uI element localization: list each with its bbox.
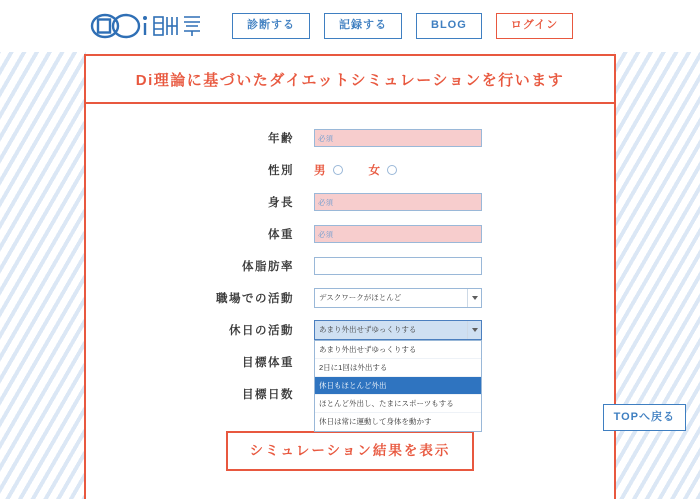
form-row-bodyfat (86, 250, 614, 281)
site-logo[interactable] (88, 11, 204, 41)
form-row-gender (86, 154, 614, 185)
label-target-days: 目標日数 (242, 388, 294, 401)
field-height (314, 192, 482, 212)
submit-area (86, 431, 614, 471)
show-result-label: シミュレーション結果を表示 (249, 443, 451, 458)
holiday-activity-selected-value: あまり外出せずゆっくりする (319, 324, 417, 334)
weight-input[interactable] (314, 225, 482, 243)
field-holiday-activity (314, 320, 482, 426)
gender-option-female[interactable] (369, 162, 398, 178)
field-weight (314, 224, 482, 244)
gender-male-label: 男 (314, 164, 327, 177)
age-input[interactable] (314, 129, 482, 147)
nav-record-label: 記録する (339, 19, 387, 31)
holiday-activity-select[interactable] (314, 320, 482, 340)
logo-icon (88, 11, 204, 41)
field-gender (314, 162, 397, 178)
dropdown-option-1[interactable]: 2日に1回は外出する (315, 359, 481, 377)
radio-male-icon[interactable] (333, 165, 343, 175)
decorative-stripes-left (0, 50, 86, 499)
label-weight: 体重 (268, 228, 294, 241)
back-to-top-label: TOPへ戻る (613, 411, 675, 423)
label-work-activity: 職場での活動 (216, 292, 294, 305)
back-to-top-button[interactable] (603, 404, 686, 431)
panel-title-bar (86, 56, 614, 104)
form-row-weight (86, 218, 614, 249)
nav-login[interactable] (496, 13, 573, 39)
nav-diagnose[interactable] (232, 13, 310, 39)
radio-female-icon[interactable] (387, 165, 397, 175)
form-row-age (86, 122, 614, 153)
field-work-activity (314, 288, 482, 308)
work-activity-select[interactable] (314, 288, 482, 308)
gender-option-male[interactable] (314, 162, 343, 178)
bodyfat-input[interactable] (314, 257, 482, 275)
label-height: 身長 (268, 196, 294, 209)
nav-blog[interactable] (416, 13, 482, 39)
label-target-weight: 目標体重 (242, 356, 294, 369)
dropdown-option-4[interactable]: 休日は常に運動して身体を動かす (319, 416, 432, 426)
label-age: 年齢 (268, 132, 294, 145)
label-bodyfat: 体脂肪率 (242, 260, 294, 273)
page-title: Di理論に基づいたダイエットシミュレーションを行います (135, 71, 565, 89)
nav-diagnose-label: 診断する (247, 19, 295, 31)
chevron-down-icon[interactable] (467, 289, 481, 307)
nav-blog-label: BLOG (431, 19, 467, 31)
work-activity-selected-value: デスクワークがほとんど (319, 292, 402, 302)
holiday-activity-dropdown[interactable] (314, 340, 482, 432)
dropdown-option-0[interactable]: あまり外出せずゆっくりする (315, 341, 481, 359)
decorative-stripes-right (614, 50, 700, 499)
show-result-button[interactable] (226, 431, 475, 471)
form-row-height (86, 186, 614, 217)
chevron-down-icon[interactable] (467, 321, 481, 339)
form-row-work-activity (86, 282, 614, 313)
height-input[interactable] (314, 193, 482, 211)
dropdown-option-2[interactable]: 休日もほとんど外出 (315, 377, 481, 395)
label-gender: 性別 (268, 164, 294, 177)
simulation-panel (84, 54, 616, 499)
label-holiday-activity: 休日の活動 (229, 324, 294, 337)
nav-login-label: ログイン (510, 19, 559, 31)
field-bodyfat (314, 256, 482, 276)
field-age (314, 128, 482, 148)
main-nav (232, 13, 573, 39)
gender-radio-group (314, 162, 397, 178)
site-header (0, 0, 700, 52)
gender-female-label: 女 (368, 164, 381, 177)
nav-record[interactable] (324, 13, 402, 39)
simulation-form (86, 104, 614, 471)
dropdown-option-3[interactable]: ほとんど外出し、たまにスポーツもする (315, 395, 481, 413)
